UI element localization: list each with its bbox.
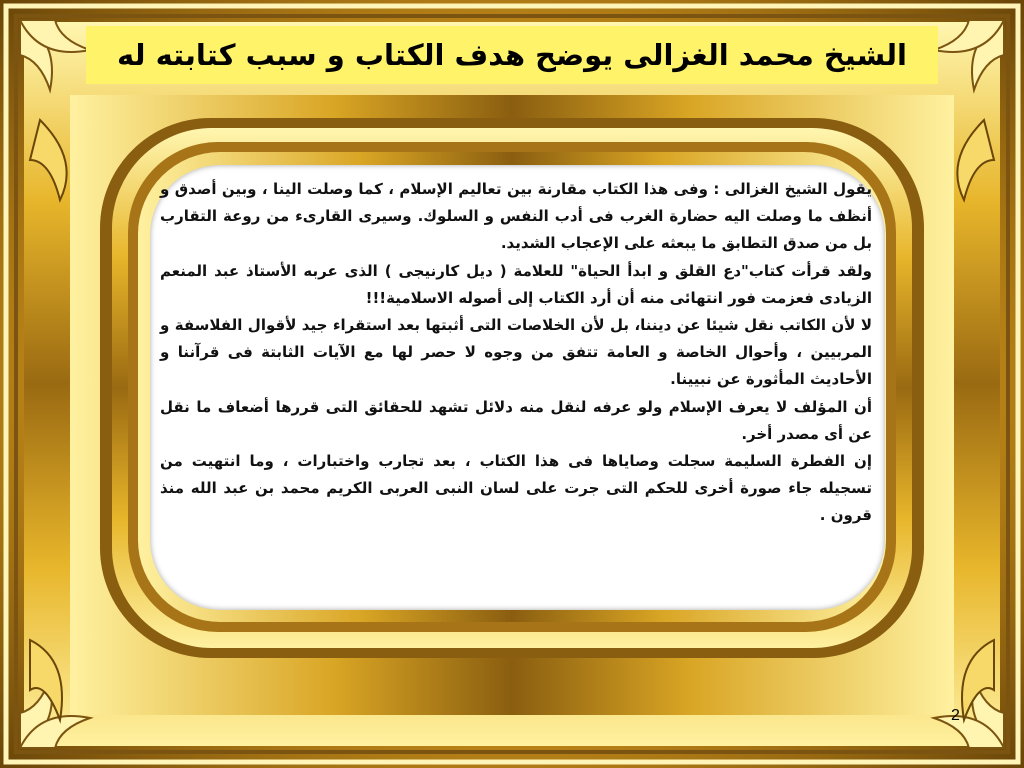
paragraph-5: إن الفطرة السليمة سجلت وصاياها فى هذا الكتاب ، بعد تجارب واختبارات ، وما انتهيت من تسجيله جاء صورة أخرى للحكم التى جرت على لسان النبى العربى الكريم محمد بن عبد الله منذ قرون . <box>160 452 872 525</box>
paragraph-4: أن المؤلف لا يعرف الإسلام ولو عرفه لنقل منه دلائل تشهد للحقائق التى قررها أضعاف ما نقل عن أى مصدر أخر. <box>160 397 872 443</box>
paragraph-1: يقول الشيخ الغزالى : وفى هذا الكتاب مقارنة بين تعاليم الإسلام ، كما وصلت الينا ، وبين أصدق و أنظف ما وصلت اليه حضارة الغرب فى أدب النفس و السلوك. وسيرى القارىء من روعة التقارب بل من صدق التطابق ما يبعثه على الإعجاب الشديد. <box>160 180 872 253</box>
page-number: 2 <box>951 707 960 724</box>
slide-title: الشيخ محمد الغزالى يوضح هدف الكتاب و سبب كتابته له <box>117 38 907 72</box>
paragraph-2: ولقد قرأت كتاب"دع القلق و ابدأ الحياة" للعلامة ( ديل كارنيجى ) الذى عربه الأستاذ عبد المنعم الزيادى فعزمت فور انتهائى منه أن أرد الكتاب إلى أصوله الاسلامية!!! <box>160 261 872 307</box>
title-bar <box>86 26 938 84</box>
body-text <box>160 176 872 530</box>
paragraph-3: لا لأن الكاتب نقل شيئا عن ديننا، بل لأن الخلاصات التى أثبتها بعد استقراء جيد لأقوال الفلاسفة و المربيين ، وأحوال الخاصة و العامة تتفق من وجوه لا حصر لها مع الآيات الثابتة فى قرآننا و الأحاديث المأثورة عن نبيينا. <box>160 316 872 389</box>
